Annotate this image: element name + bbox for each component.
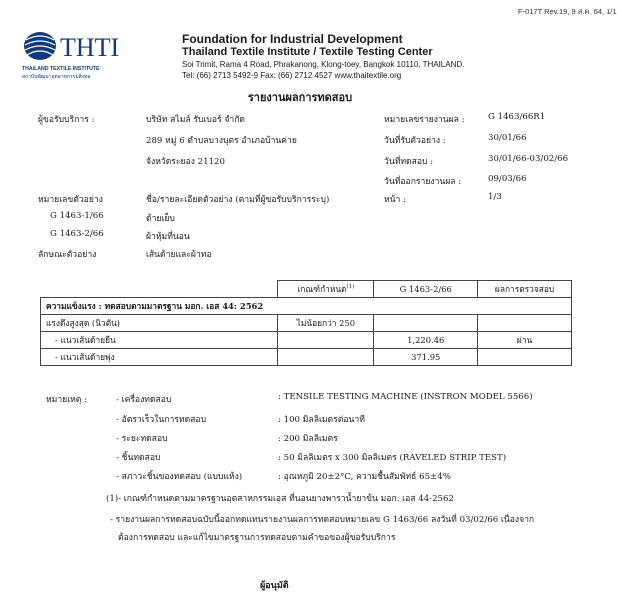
remark-note-2b: ต้องการทดสอบ และแก้ไขมาตรฐานการทดสอบตามคำขอของผู้ขอรับบริการ: [118, 533, 396, 543]
remark-value-2: : 100 มิลลิเมตรต่อนาที: [278, 415, 365, 425]
sample-char-label: ลักษณะตัวอย่าง: [38, 250, 97, 260]
org-address: Soi Trimit, Rama 4 Road, Phrakanong, Klong-toey, Bangkok 10110, THAILAND.: [182, 60, 465, 69]
remark-value-3: : 200 มิลลิเมตร: [278, 434, 338, 444]
sample-no-2: G 1463-2/66: [50, 229, 104, 239]
sample-char-value: เส้นด้ายและผ้าทอ: [146, 250, 212, 260]
report-no-label: หมายเลขรายงานผล :: [384, 115, 465, 125]
logo-subtitle-en: THAILAND TEXTILE INSTITUTE: [22, 66, 100, 72]
report-no-value: G 1463/66R1: [488, 112, 546, 122]
remark-note-1: (1)- เกณฑ์กำหนดตามมาตรฐานอุตสาหกรรมเอส ที่นอนยางพาราน้ำยาข้น มอก. เอส 44-2562: [106, 494, 454, 504]
remark-note-2a: - รายงานผลการทดสอบฉบับนี้ออกทดแทนรายงานผลการทดสอบหมายเลข G 1463/66 ลงวันที่ 03/02/66 เนื่องจาก: [110, 515, 535, 525]
table-row: [41, 332, 572, 349]
remark-label-5: - สภาวะชิ้นของทดสอบ (แบบแห้ง): [116, 472, 243, 482]
row-value: 1,220.46: [374, 332, 478, 349]
logo-text: THTI: [60, 33, 120, 62]
receive-date-value: 30/01/66: [488, 133, 527, 143]
document-code: F-017T Rev.19, 9 ส.ค. 64, 1/1: [518, 7, 617, 16]
row-label: - แนวเส้นด้ายพุ่ง: [41, 349, 278, 366]
sample-desc-2: ผ้าหุ้มที่นอน: [146, 232, 190, 242]
test-date-label: วันที่ทดสอบ :: [384, 157, 434, 167]
customer-name: บริษัท สไมล์ รับเบอร์ จำกัด: [146, 115, 245, 125]
customer-address-1: 289 หมู่ 6 ตำบลบางบุตร อำเภอบ้านค่าย: [146, 136, 297, 146]
remark-label-2: - อัตราเร็วในการทดสอบ: [116, 415, 207, 425]
sample-desc-1: ด้ายเย็บ: [146, 214, 175, 224]
criteria-value: ไม่น้อยกว่า 250: [278, 315, 374, 332]
remark-label-3: - ระยะทดสอบ: [116, 434, 168, 444]
row-result: ผ่าน: [478, 332, 572, 349]
row-value: 371.95: [374, 349, 478, 366]
test-date-value: 30/01/66-03/02/66: [488, 154, 569, 164]
remark-label-4: - ชิ้นทดสอบ: [116, 453, 161, 463]
receive-date-label: วันที่รับตัวอย่าง :: [384, 136, 446, 146]
sample-desc-label: ชื่อ/รายละเอียดตัวอย่าง (ตามที่ผู้ขอรับบริการระบุ): [146, 195, 330, 205]
org-name-line1: Foundation for Industrial Development: [182, 32, 403, 46]
page-value: 1/3: [488, 192, 502, 202]
row-label: - แนวเส้นด้ายยืน: [41, 332, 278, 349]
section-title: ความแข็งแรง : ทดสอบตามมาตรฐาน มอก. เอส 44: 2562: [41, 298, 572, 315]
thread-spool-icon: [24, 32, 56, 60]
table-row: [41, 349, 572, 366]
criteria-header: เกณฑ์กำหนด$^{(1)}$: [278, 281, 374, 298]
section-row: [41, 298, 572, 315]
org-name-line2: Thailand Textile Institute / Textile Testing Center: [182, 46, 433, 58]
table-row: [41, 315, 572, 332]
results-table: [40, 280, 572, 366]
customer-address-2: จังหวัดระยอง 21120: [146, 157, 225, 167]
sample-no-1: G 1463-1/66: [50, 211, 104, 221]
remark-value-5: : อุณหภูมิ 20±2°C, ความชื้นสัมพัทธ์ 65±4%: [278, 472, 451, 482]
logo-subtitle-th: สถาบันพัฒนาอุตสาหกรรมสิ่งทอ: [22, 74, 91, 80]
issue-date-label: วันที่ออกรายงานผล :: [384, 177, 462, 187]
report-title: รายงานผลการทดสอบ: [247, 91, 353, 104]
result-header: ผลการตรวจสอบ: [478, 281, 572, 298]
table-header-row: [41, 281, 572, 298]
customer-label: ผู้ขอรับบริการ :: [38, 115, 95, 125]
param-label: แรงดึงสูงสุด (นิวตัน): [41, 315, 278, 332]
page-label: หน้า :: [384, 195, 406, 205]
remark-value-4: : 50 มิลลิเมตร x 300 มิลลิเมตร (RAVELED STRIP TEST): [278, 453, 507, 463]
remark-value-1: : TENSILE TESTING MACHINE (INSTRON MODEL 5566): [278, 392, 533, 402]
row-result: [478, 349, 572, 366]
remarks-label: หมายเหตุ :: [46, 395, 88, 405]
sample-header: G 1463-2/66: [374, 281, 478, 298]
org-contact: Tel: (66) 2713 5492-9 Fax: (66) 2712 4527 www.thaitextile.org: [182, 71, 402, 80]
sample-no-label: หมายเลขตัวอย่าง: [38, 195, 103, 205]
approver-label: ผู้อนุมัติ: [260, 581, 289, 591]
issue-date-value: 09/03/66: [488, 174, 527, 184]
remark-label-1: - เครื่องทดสอบ: [116, 395, 172, 405]
